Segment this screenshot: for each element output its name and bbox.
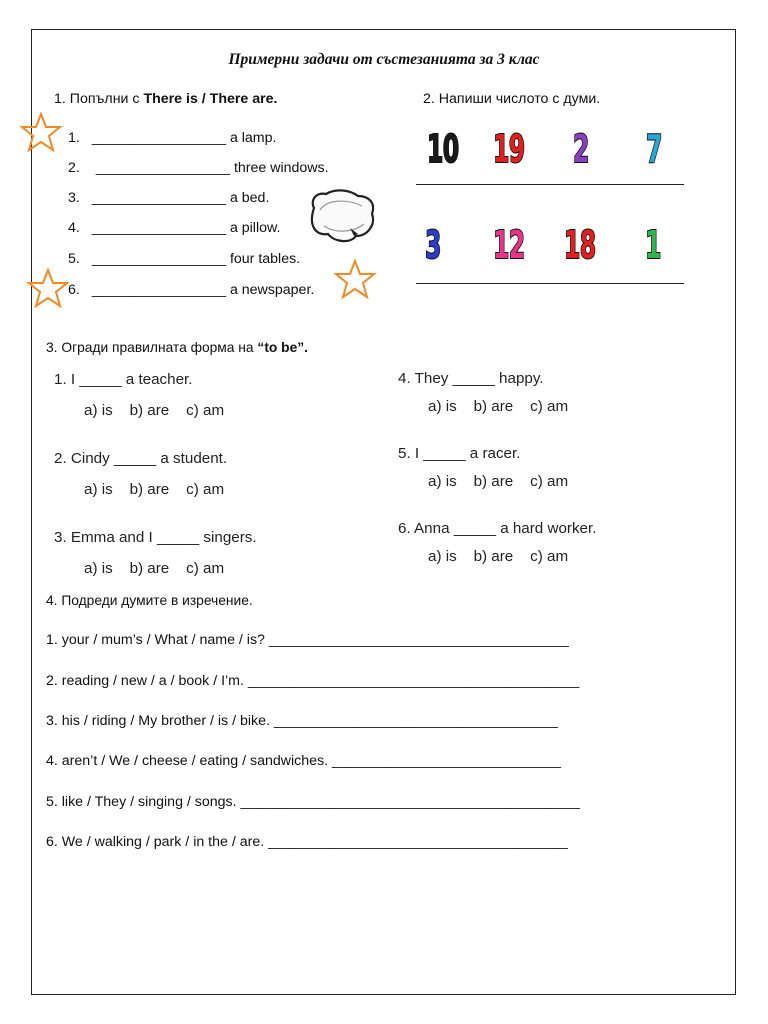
number-tile: 10 bbox=[427, 127, 459, 171]
task1-item: 1. _________________ a lamp. bbox=[68, 130, 277, 146]
task3-sentence: 4. They _____ happy. bbox=[398, 370, 544, 387]
task3-sentence: 6. Anna _____ a hard worker. bbox=[398, 520, 597, 537]
task1-item: 6. _________________ a newspaper. bbox=[68, 282, 315, 298]
number-tile: 7 bbox=[646, 127, 662, 171]
task3-options: a) is b) are c) am bbox=[428, 398, 569, 415]
task4-heading: 4. Подреди думите в изречение. bbox=[46, 593, 253, 608]
number-tile: 19 bbox=[493, 127, 525, 171]
task3-options: a) is b) are c) am bbox=[84, 402, 225, 419]
task3-sentence: 1. I _____ a teacher. bbox=[54, 371, 193, 388]
task4-item: 3. his / riding / My brother / is / bike. ____________________________________ bbox=[46, 713, 558, 729]
task3-sentence: 3. Emma and I _____ singers. bbox=[54, 529, 257, 546]
task4-item: 6. We / walking / park / in the / are. ______________________________________ bbox=[46, 834, 568, 850]
number-tile: 3 bbox=[425, 223, 441, 267]
task4-item: 5. like / They / singing / songs. ___________________________________________ bbox=[46, 794, 580, 810]
task3-options: a) is b) are c) am bbox=[84, 481, 225, 498]
number-tile: 2 bbox=[573, 127, 589, 171]
number-tile: 12 bbox=[493, 223, 525, 267]
task3-heading: 3. Огради правилната форма на “to be”. bbox=[46, 340, 309, 355]
task1-heading: 1. Попълни с There is / There are. bbox=[54, 91, 278, 107]
task2-heading: 2. Напиши числото с думи. bbox=[423, 91, 601, 107]
star-icon bbox=[26, 268, 70, 310]
task3-sentence: 2. Cindy _____ a student. bbox=[54, 450, 228, 467]
number-tile: 1 bbox=[645, 223, 661, 267]
task3-options: a) is b) are c) am bbox=[428, 473, 569, 490]
task3-sentence: 5. I _____ a racer. bbox=[398, 445, 521, 462]
task4-item: 2. reading / new / a / book / I’m. __________________________________________ bbox=[46, 673, 580, 689]
task1-item: 2. _________________ three windows. bbox=[68, 160, 329, 176]
task3-options: a) is b) are c) am bbox=[84, 560, 225, 577]
page-title: Примерни задачи от състезанията за 3 клас bbox=[228, 51, 540, 68]
task1-item: 4. _________________ a pillow. bbox=[68, 220, 281, 236]
task1-item: 3. _________________ a bed. bbox=[68, 190, 270, 206]
answer-line bbox=[416, 283, 684, 284]
number-tile: 18 bbox=[564, 223, 596, 267]
task4-item: 1. your / mum’s / What / name / is? ______________________________________ bbox=[46, 632, 569, 648]
task3-options: a) is b) are c) am bbox=[428, 548, 569, 565]
star-icon bbox=[333, 259, 377, 301]
star-icon bbox=[19, 112, 63, 154]
pillow-icon bbox=[306, 186, 378, 246]
task1-item: 5. _________________ four tables. bbox=[68, 251, 301, 267]
answer-line bbox=[416, 184, 684, 185]
task4-item: 4. aren’t / We / cheese / eating / sandwiches. _____________________________ bbox=[46, 753, 561, 769]
